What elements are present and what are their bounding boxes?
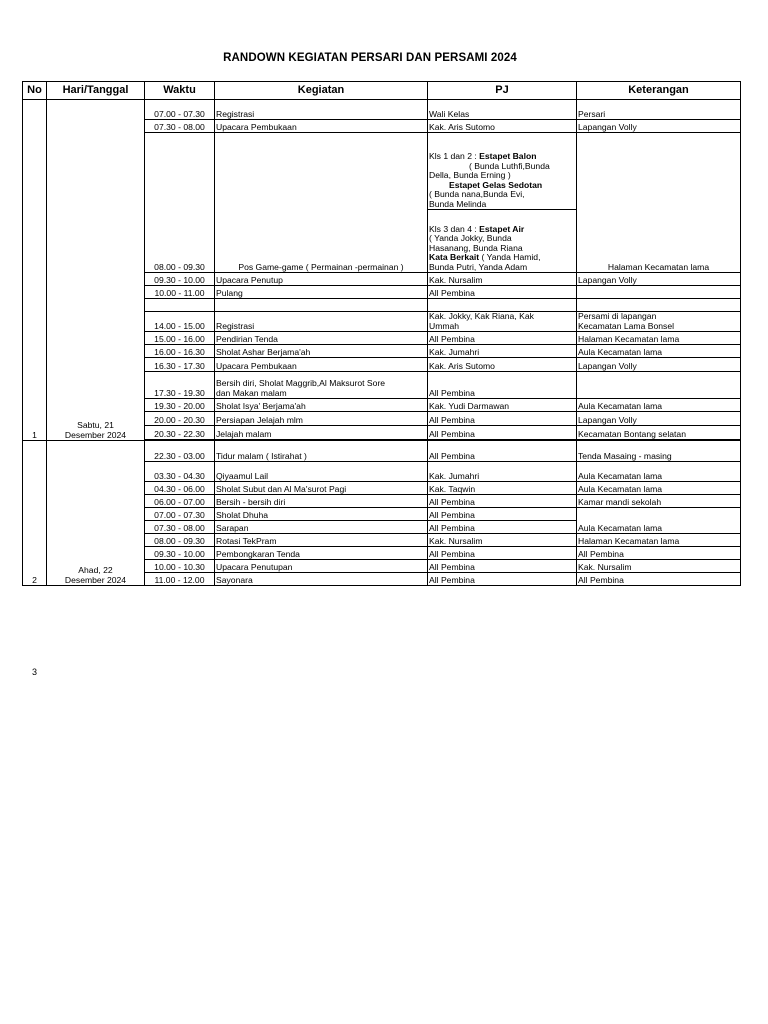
time-cell: 08.00 - 09.30 (145, 534, 215, 547)
note-cell: Halaman Kecamatan lama (577, 332, 741, 345)
activity-cell: Sholat Isya' Berjama'ah (215, 399, 428, 412)
pj-line: Bunda Putri, Yanda Adam (429, 261, 528, 272)
pj-cell: All Pembina (428, 560, 577, 573)
activity-cell: Sayonara (215, 573, 428, 586)
pj-cell: Kak. Jumahri (428, 345, 577, 358)
pj-prefix: Kls 1 dan 2 : (429, 151, 480, 161)
pj-team: ( Yanda Hamid, (479, 252, 541, 262)
activity-cell: Pembongkaran Tenda (215, 547, 428, 560)
pj-cell: All Pembina (428, 495, 577, 508)
activity-cell: Sholat Subut dan Al Ma'surot Pagi (215, 482, 428, 495)
activity-cell: Registrasi (215, 100, 428, 120)
table-header-row (23, 82, 741, 100)
time-cell: 09.30 - 10.00 (145, 547, 215, 560)
activity-cell: Upacara Penutup (215, 273, 428, 286)
header-no: No (23, 82, 47, 100)
activity-cell: Jelajah malam (215, 426, 428, 440)
note-cell: Lapangan Volly (577, 412, 741, 426)
note-cell: Aula Kecamatan lama (577, 399, 741, 412)
pj-cell: All Pembina (428, 332, 577, 345)
day-date-line1: Ahad, 22 (78, 565, 113, 575)
pj-cell: All Pembina (428, 412, 577, 426)
activity-cell: Sarapan (215, 521, 428, 534)
table-row (23, 100, 741, 120)
game-name: Kata Berkait (429, 252, 480, 262)
day-number: 1 (23, 100, 47, 441)
time-cell: 10.00 - 11.00 (145, 286, 215, 299)
header-activity: Kegiatan (215, 82, 428, 100)
day-date (47, 100, 145, 441)
pj-line: Bunda Melinda (429, 198, 487, 209)
pj-cell: Kak. Yudi Darmawan (428, 399, 577, 412)
activity-cell: Bersih - bersih diri (215, 495, 428, 508)
game-name: Estapet Air (479, 223, 525, 234)
day-date-line1: Sabtu, 21 (77, 420, 114, 430)
day-number: 2 (23, 441, 47, 586)
time-cell: 10.00 - 10.30 (145, 560, 215, 573)
schedule-table (22, 81, 741, 586)
note-cell: All Pembina (577, 547, 741, 560)
note-cell: Persari (577, 100, 741, 120)
game-name: Estapet Balon (479, 151, 537, 161)
header-day: Hari/Tanggal (47, 82, 145, 100)
time-cell: 16.30 - 17.30 (145, 358, 215, 372)
document-title: RANDOWN KEGIATAN PERSARI DAN PERSAMI 2024 (223, 52, 517, 64)
header-time: Waktu (145, 82, 215, 100)
note-cell: Aula Kecamatan lama (577, 482, 741, 495)
pj-cell-games-2 (428, 210, 577, 273)
note-cell: Aula Kecamatan lama (577, 508, 741, 534)
activity-cell: Upacara Pembukaan (215, 358, 428, 372)
pj-cell: All Pembina (428, 441, 577, 462)
note-cell (577, 286, 741, 299)
note-cell: Lapangan Volly (577, 273, 741, 286)
time-cell: 07.00 - 07.30 (145, 100, 215, 120)
activity-cell: Registrasi (215, 312, 428, 332)
activity-cell: Upacara Pembukaan (215, 120, 428, 133)
activity-cell: Sholat Dhuha (215, 508, 428, 521)
header-pj: PJ (428, 82, 577, 100)
activity-cell: Tidur malam ( Istirahat ) (215, 441, 428, 462)
pj-cell: All Pembina (428, 286, 577, 299)
pj-line: Ummah (429, 320, 460, 331)
activity-line: dan Makan malam (216, 387, 287, 398)
activity-cell (215, 372, 428, 399)
note-cell: Lapangan Volly (577, 358, 741, 372)
time-cell: 16.00 - 16.30 (145, 345, 215, 358)
time-cell: 08.00 - 09.30 (145, 133, 215, 273)
activity-cell: Upacara Penutupan (215, 560, 428, 573)
time-cell: 09.30 - 10.00 (145, 273, 215, 286)
table-row (23, 441, 741, 462)
note-cell: Tenda Masaing - masing (577, 441, 741, 462)
pj-cell: Kak. Taqwin (428, 482, 577, 495)
pj-cell: All Pembina (428, 426, 577, 440)
time-cell: 07.00 - 07.30 (145, 508, 215, 521)
note-cell: Kamar mandi sekolah (577, 495, 741, 508)
pj-line: Hasanang, Bunda Riana (429, 242, 523, 253)
day-date-line2: Desember 2024 (64, 574, 127, 585)
pj-line: ( Bunda nana,Bunda Evi, (429, 189, 525, 199)
activity-line: Bersih diri, Sholat Maggrib,Al Maksurot Sore (216, 378, 386, 388)
note-cell (577, 312, 741, 332)
pj-line: Della, Bunda Erning ) (429, 170, 511, 180)
time-cell: 11.00 - 12.00 (145, 573, 215, 586)
pj-cell: All Pembina (428, 573, 577, 586)
header-note: Keterangan (577, 82, 741, 100)
time-cell: 15.00 - 16.00 (145, 332, 215, 345)
activity-cell: Pendirian Tenda (215, 332, 428, 345)
note-cell: All Pembina (577, 573, 741, 586)
time-cell: 20.30 - 22.30 (145, 426, 215, 440)
note-cell (577, 372, 741, 399)
pj-line: ( Bunda Luthfi,Bunda (469, 160, 550, 171)
note-cell: Halaman Kecamatan lama (577, 534, 741, 547)
activity-cell: Qiyaamul Lail (215, 462, 428, 482)
pj-cell: Kak. Nursalim (428, 534, 577, 547)
note-cell: Kak. Nursalim (577, 560, 741, 573)
game-name: Estapet Gelas Sedotan (449, 179, 543, 190)
note-cell: Aula Kecamatan lama (577, 462, 741, 482)
note-line: Persami di lapangan (578, 311, 657, 321)
day-date (47, 441, 145, 586)
note-cell: Lapangan Volly (577, 120, 741, 133)
pj-cell-games-1 (428, 133, 577, 210)
pj-cell: All Pembina (428, 547, 577, 560)
day-date-line2: Desember 2024 (64, 429, 127, 440)
time-cell: 04.30 - 06.00 (145, 482, 215, 495)
pj-cell: All Pembina (428, 521, 577, 534)
pj-cell: Kak. Nursalim (428, 273, 577, 286)
note-cell: Kecamatan Bontang selatan (577, 426, 741, 440)
pj-cell: Wali Kelas (428, 100, 577, 120)
pj-cell: All Pembina (428, 508, 577, 521)
time-cell: 22.30 - 03.00 (145, 441, 215, 462)
activity-cell: Sholat Ashar Berjama'ah (215, 345, 428, 358)
pj-cell: Kak. Jumahri (428, 462, 577, 482)
time-cell: 06.00 - 07.00 (145, 495, 215, 508)
note-line: Kecamatan Lama Bonsel (578, 320, 675, 331)
note-cell: Aula Kecamatan lama (577, 345, 741, 358)
pj-cell: All Pembina (428, 372, 577, 399)
time-cell: 17.30 - 19.30 (145, 372, 215, 399)
pj-line: Kak. Jokky, Kak Riana, Kak (429, 311, 534, 321)
pj-cell: Kak. Aris Sutomo (428, 120, 577, 133)
time-cell: 03.30 - 04.30 (145, 462, 215, 482)
note-cell: Halaman Kecamatan lama (577, 133, 741, 273)
time-cell: 14.00 - 15.00 (145, 312, 215, 332)
activity-cell: Rotasi TekPram (215, 534, 428, 547)
pj-cell (428, 312, 577, 332)
time-cell: 20.00 - 20.30 (145, 412, 215, 426)
pj-line: ( Yanda Jokky, Bunda (429, 233, 512, 243)
activity-cell: Pulang (215, 286, 428, 299)
activity-cell: Persiapan Jelajah mlm (215, 412, 428, 426)
page-number: 3 (32, 667, 38, 677)
time-cell: 07.30 - 08.00 (145, 120, 215, 133)
pj-prefix: Kls 3 dan 4 : (429, 223, 480, 234)
activity-cell: Pos Game-game ( Permainan -permainan ) (215, 133, 428, 273)
pj-cell: Kak. Aris Sutomo (428, 358, 577, 372)
time-cell: 07.30 - 08.00 (145, 521, 215, 534)
time-cell: 19.30 - 20.00 (145, 399, 215, 412)
